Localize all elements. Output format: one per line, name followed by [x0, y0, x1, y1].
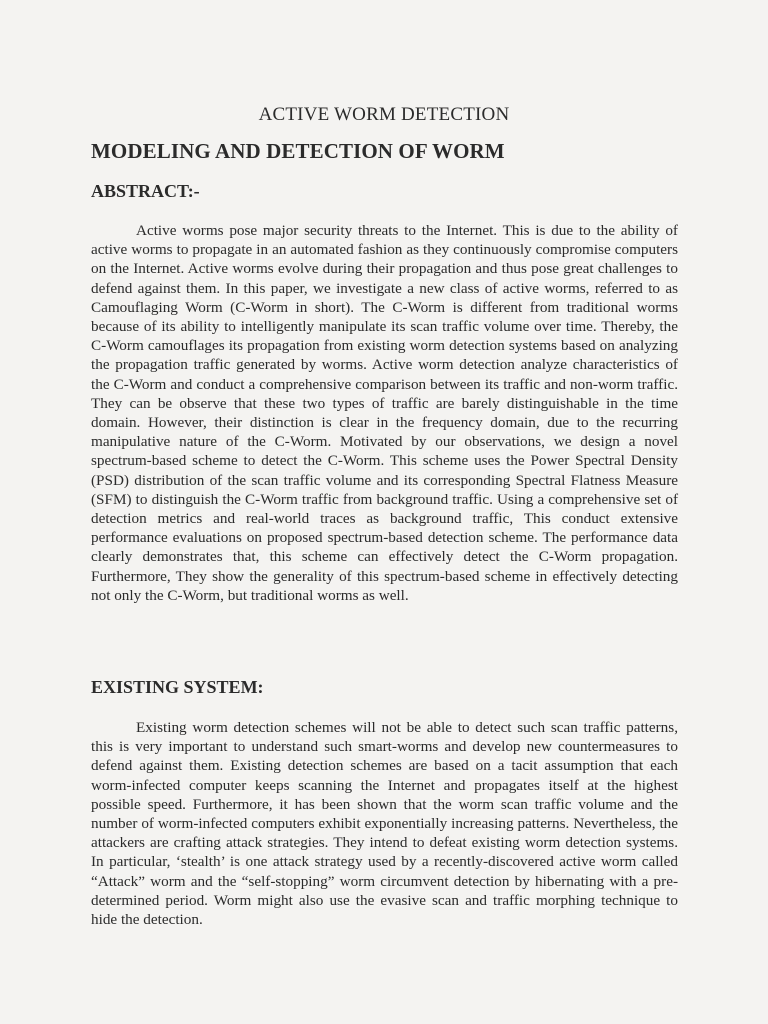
- existing-system-heading: EXISTING SYSTEM:: [91, 677, 264, 697]
- main-heading: MODELING AND DETECTION OF WORM: [91, 139, 505, 163]
- document-title: ACTIVE WORM DETECTION: [258, 104, 510, 125]
- existing-system-paragraph: Existing worm detection schemes will not be able to detect such scan traffic patterns, this is very important to understand such smart-worms and develop new countermeasures to defend against them. Existing detection schemes are based on a tacit assumption that each worm-infected computer keeps scanning the Internet and propagates itself at the highest possible speed. Furthermore, it has been shown that the worm scan traffic volume and the number of worm-infected computers exhibit exponentially increasing patterns. Nevertheless, the attackers are crafting attack strategies. They intend to defeat existing worm detection systems. In particular, ‘stealth’ is one attack strategy used by a recently-discovered active worm called “Attack” worm and the “self-stopping” worm circumvent detection by hibernating with a pre-determined period. Worm might also use the evasive scan and traffic morphing technique to hide the detection.: [91, 719, 678, 929]
- abstract-heading: ABSTRACT:-: [91, 181, 200, 201]
- abstract-paragraph: Active worms pose major security threats to the Internet. This is due to the ability of active worms to propagate in an automated fashion as they continuously compromise computers on the Internet. Active worms evolve during their propagation and thus pose great challenges to defend against them. In this paper, we investigate a new class of active worms, referred to as Camouflaging Worm (C-Worm in short). The C-Worm is different from traditional worms because of its ability to intelligently manipulate its scan traffic volume over time. Thereby, the C-Worm camouflages its propagation from existing worm detection systems based on analyzing the propagation traffic generated by worms. Active worm detection analyze characteristics of the C-Worm and conduct a comprehensive comparison between its traffic and non-worm traffic. They can be observe that these two types of traffic are barely distinguishable in the time domain. However, their distinction is clear in the frequency domain, due to the recurring manipulative nature of the C-Worm. Motivated by our observations, we design a novel spectrum-based scheme to detect the C-Worm. This scheme uses the Power Spectral Density (PSD) distribution of the scan traffic volume and its corresponding Spectral Flatness Measure (SFM) to distinguish the C-Worm traffic from background traffic. Using a comprehensive set of detection metrics and real-world traces as background traffic, This conduct extensive performance evaluations on proposed spectrum-based detection scheme. The performance data clearly demonstrates that, this scheme can effectively detect the C-Worm propagation. Furthermore, They show the generality of this spectrum-based scheme in effectively detecting not only the C-Worm, but traditional worms as well.: [91, 222, 678, 604]
